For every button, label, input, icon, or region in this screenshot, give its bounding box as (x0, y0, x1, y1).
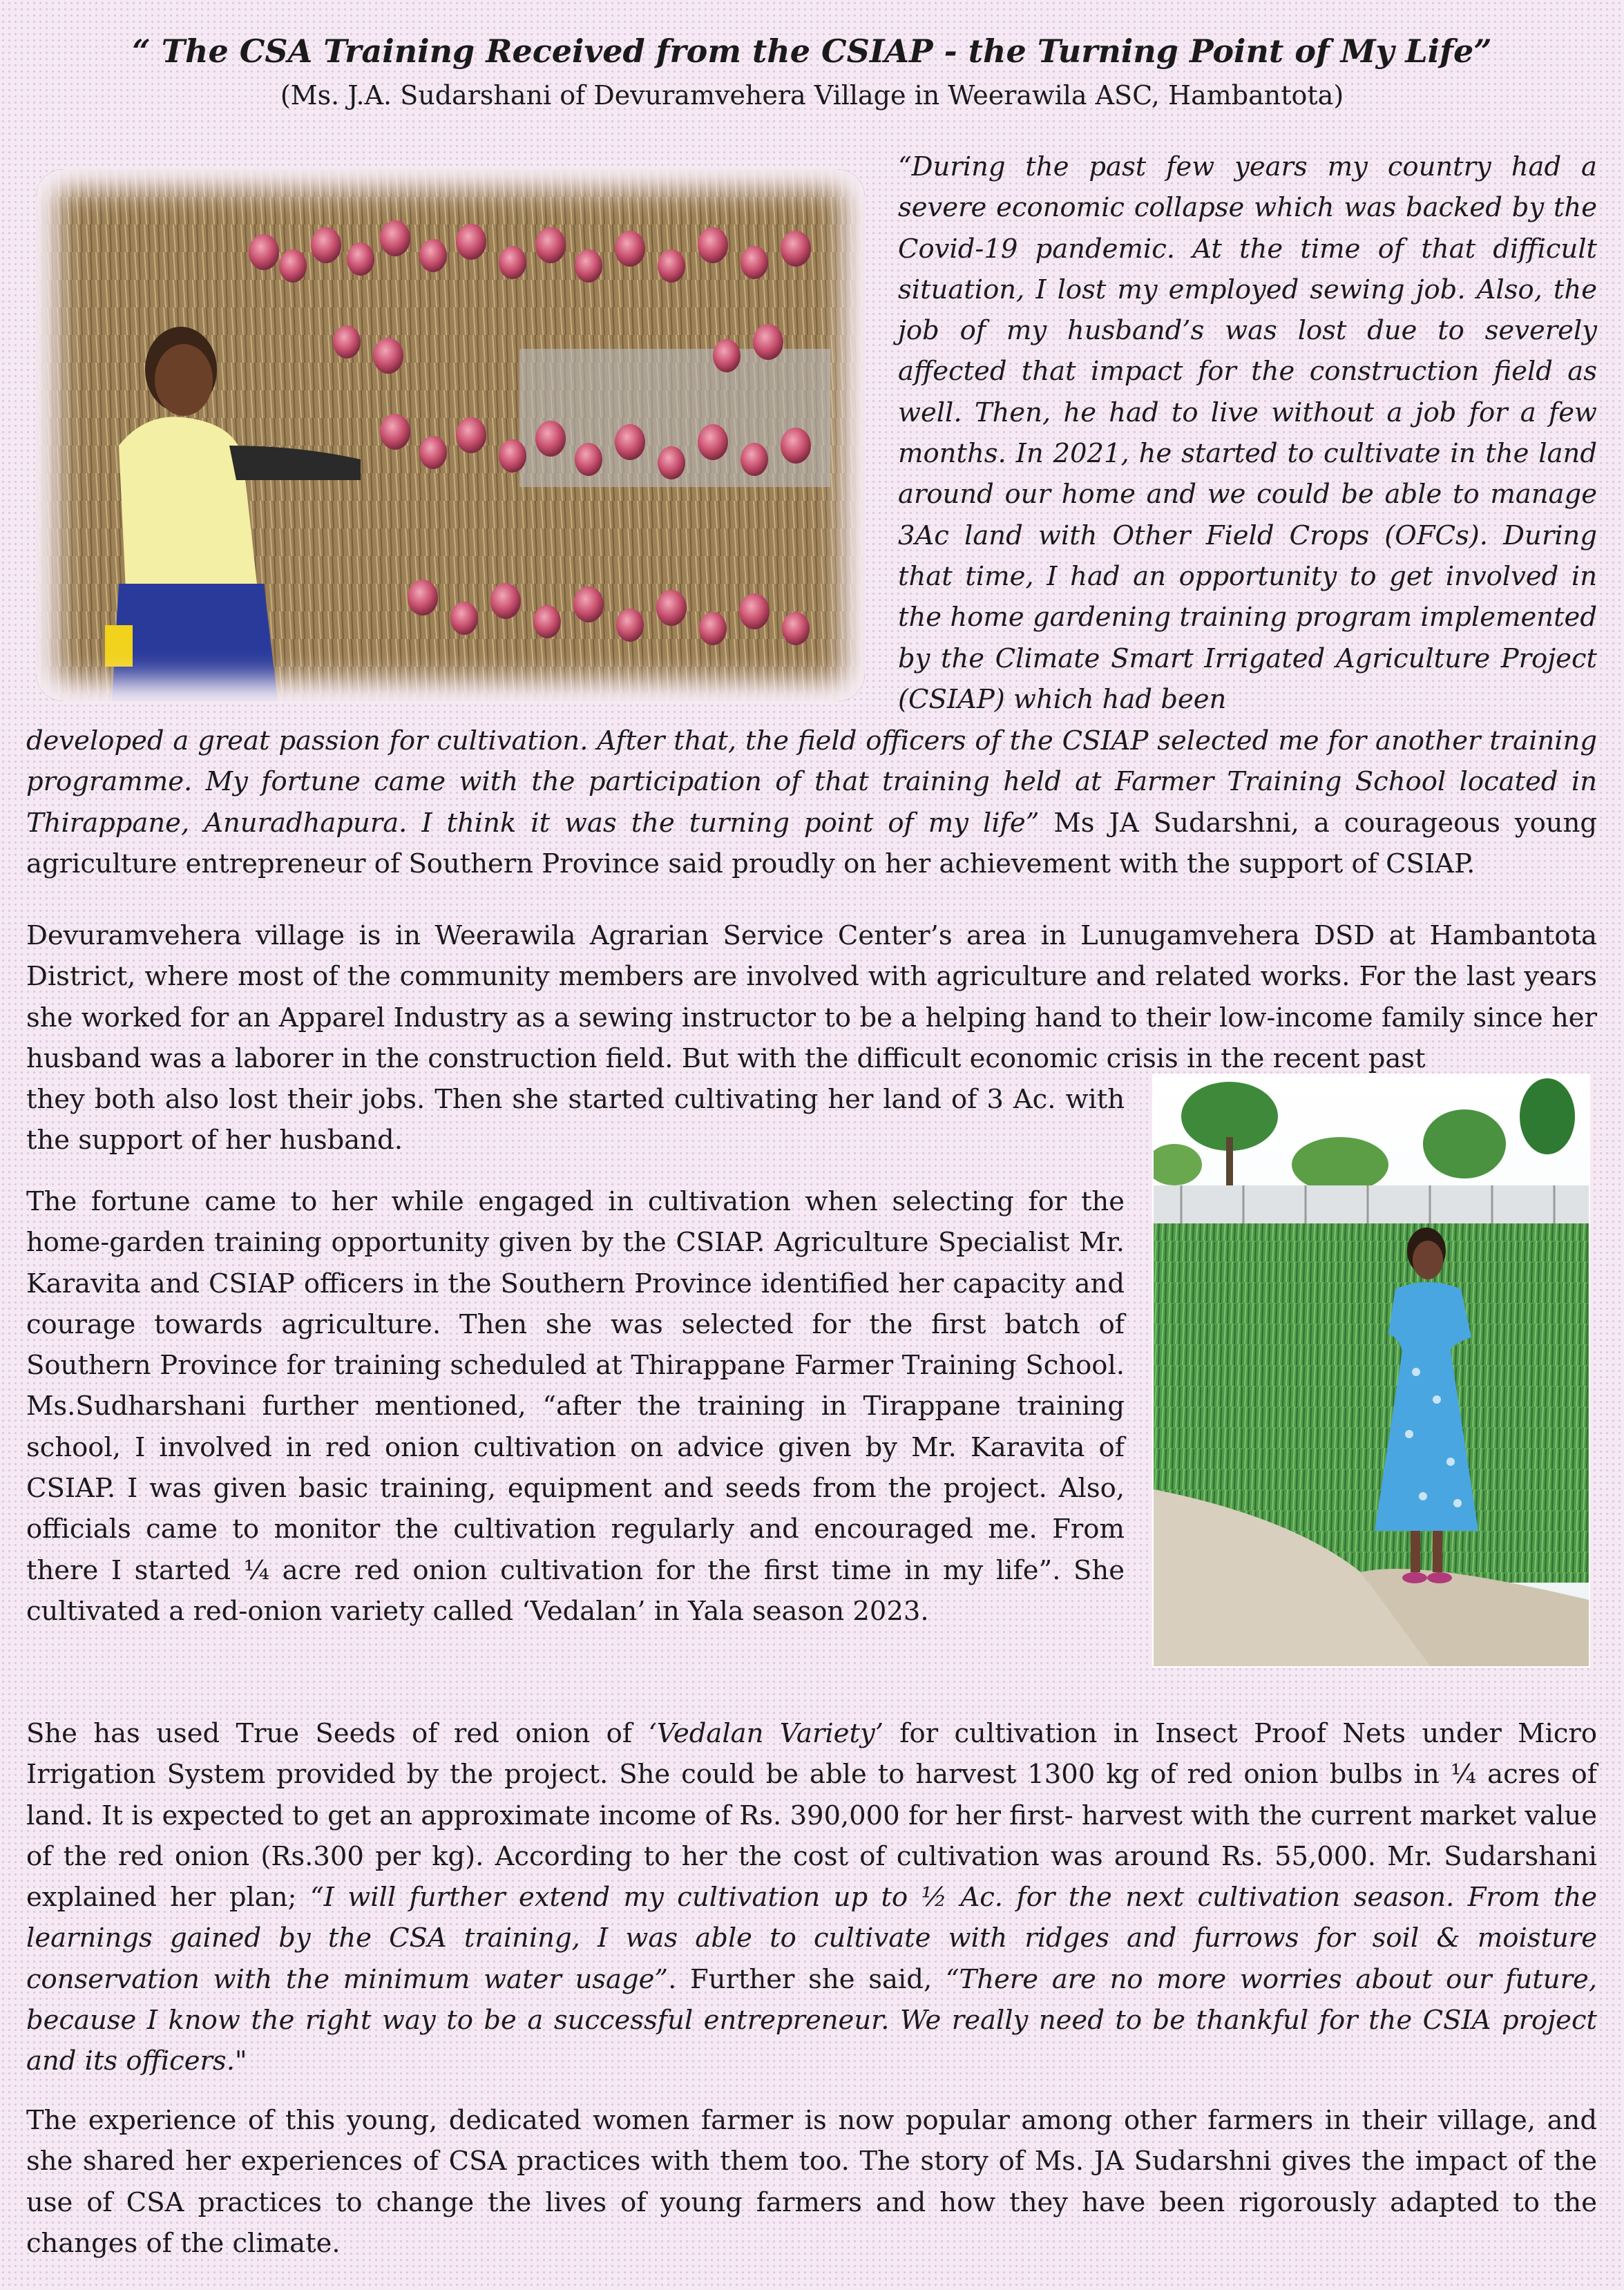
paragraph-training: The fortune came to her while engaged in cultivation when selecting for the home-garden training opportunity given by the CSIAP. Agriculture Specialist Mr. Karavita and CSIAP officers in the Southern Province identified her capacity and courage towards agriculture. Then she was selected for the first batch of Southern Province for training scheduled at Thirappane Farmer Training School. Ms.Sudharshani further mentioned, “after the training in Tirappane training school, I involved in red onion cultivation on advice given by Mr. Karavita of CSIAP. I was given basic training, equipment and seeds from the project. Also, officials came to monitor the cultivation regularly and encouraged me. From there I started ¼ acre red onion cultivation for the first time in my life”. She cultivated a red-onion variety called ‘Vedalan’ in Yala season 2023. (26, 1186, 1125, 1627)
paragraph-conclusion: The experience of this young, dedicated women farmer is now popular among other farmers in their village, and she shared her experiences of CSA practices with them too. The story of Ms. JA Sudarshni gives the impact of the use of CSA practices to change the lives of young farmers and how they have been rigorously adapted to the changes of the climate. (26, 2105, 1597, 2259)
onion-field-photo (1152, 1074, 1590, 1668)
variety-name: ‘Vedalan Variety’ (648, 1718, 883, 1749)
onion-harvest-illustration (36, 169, 865, 701)
paragraph-intro-quote-continued (26, 721, 1597, 884)
article-title: “ The CSA Training Received from the CSIAP - the Turning Point of My Life” (132, 32, 1492, 70)
woman-figure (105, 327, 361, 701)
harvest-text-c: for cultivation in Insect Proof Nets under Micro Irrigation System provided by the project. She could be able to harvest 1300 kg of red onion bulbs in ¼ acres of land. It is expected to get an approximate income of Rs. 390,000 for her first- harvest with the current market value of the red onion (Rs.300 per kg). According to her the cost of cultivation was around Rs. 55,000. Mr. Sudarshani explained her plan; (26, 1718, 1598, 1914)
paragraph-village (26, 915, 1597, 1079)
plan-quote: “I will further extend my cultivation up to ½ Ac. for the next cultivation season. From the learnings gained by the CSA training, I was able to cultivate with ridges and furrows for soil & moisture conservation with the minimum water usage” (26, 1882, 1598, 1995)
paragraph-harvest (26, 1713, 1597, 2082)
onion-harvest-photo (36, 169, 865, 701)
intro-quote-part2: developed a great passion for cultivation. After that, the field officers of the CSIAP selected me for another training programme. My fortune came with the participation of that training held at Farmer Training School located in Thirappane, Anuradhapura. I think it was the turning point of my life” (26, 725, 1597, 839)
article-subtitle: (Ms. J.A. Sudarshani of Devuramvehera Village in Weerawila ASC, Hambantota) (280, 80, 1344, 111)
intro-quote-part1: “During the past few years my country had a severe economic collapse which was backed by the Covid-19 pandemic. At the time of that difficult situation, I lost my employed sewing job. Also, the job of my husband’s was lost due to severely affected that impact for the construction field as well. Then, he had to live without a job for a few months. In 2021, he started to cultivate in the land around our home and we could be able to manage 3Ac land with Other Field Crops (OFCs). During that time, I had an opportunity to get involved in the home gardening training program implemented by the Climate Smart Irrigated Agriculture Project (CSIAP) which had been (898, 151, 1597, 715)
village-text-part1: Devuramvehera village is in Weerawila Agrarian Service Center’s area in Lunugamvehera DSD at Hambantota District, where most of the community members are involved with agriculture and related works. For the last years she worked for an Apparel Industry as a sewing instructor to be a helping hand to their low-income family since her husband was a laborer in the construction field. But with the difficult economic crisis in the recent past (26, 920, 1597, 1074)
paragraph-village-continued (26, 1079, 1125, 1161)
harvest-text-e: . Further she said, (668, 1963, 946, 1995)
onion-field-illustration (1154, 1075, 1589, 1666)
village-text-part2: they both also lost their jobs. Then she started cultivating her land of 3 Ac. with the support of her husband. (26, 1084, 1125, 1156)
paragraph-intro-quote (898, 146, 1597, 720)
harvest-text-a: She has used True Seeds of red onion of (26, 1718, 649, 1749)
future-quote: “There are no more worries about our future, because I know the right way to be a successful entrepreneur. We really need to be thankful for the CSIA project and its officers." (26, 1963, 1597, 2077)
intro-attribution: Ms JA Sudarshni, a courageous young agriculture entrepreneur of Southern Province said proudly on her achievement with the support of CSIAP. (26, 807, 1598, 879)
